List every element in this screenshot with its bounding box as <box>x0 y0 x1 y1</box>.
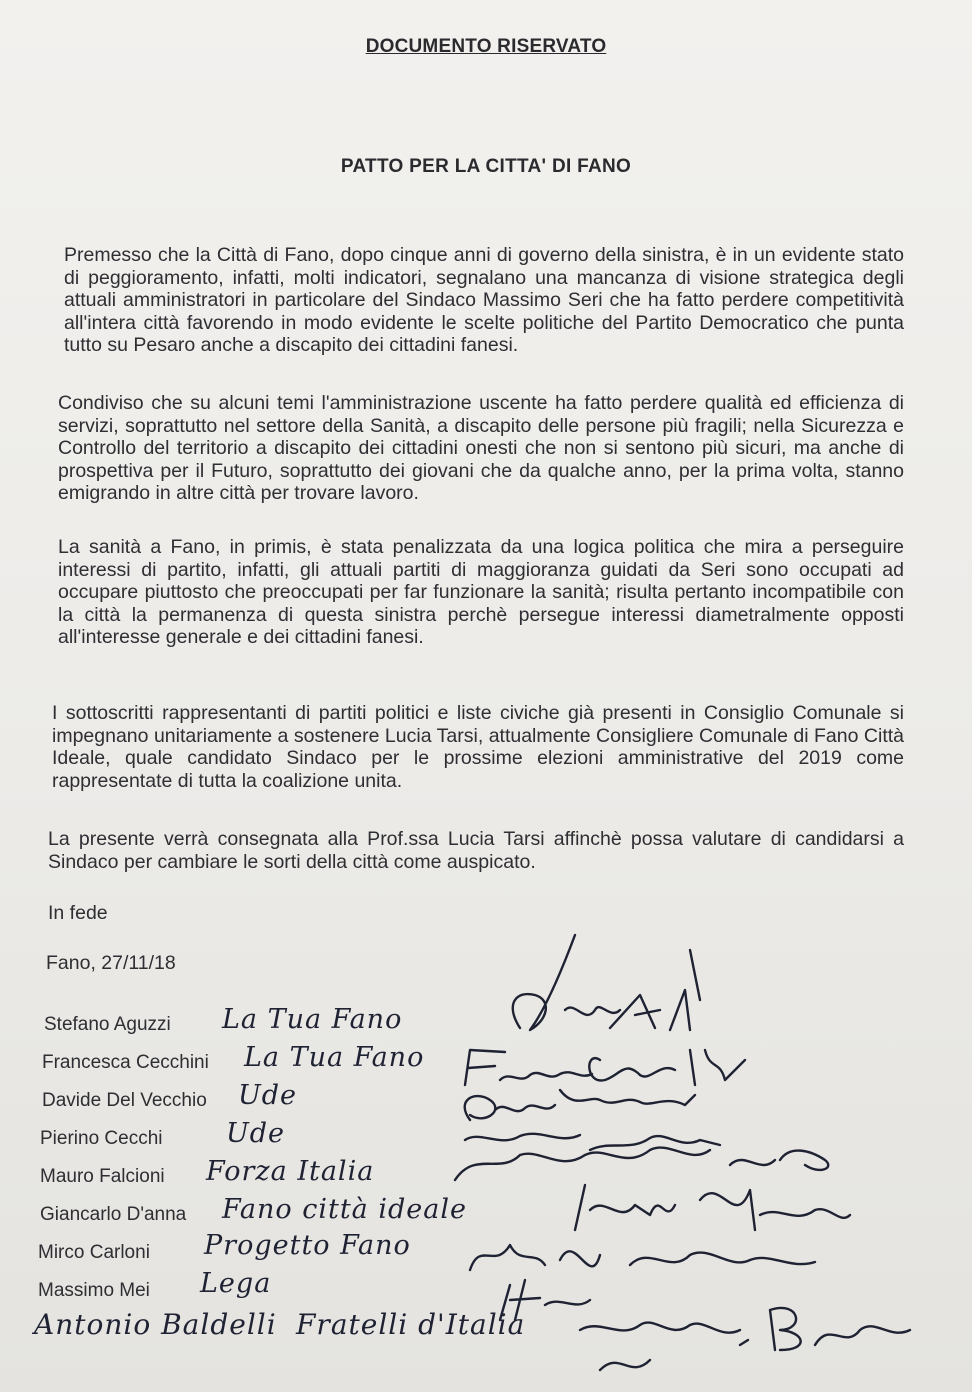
signature-cecchini <box>465 1050 745 1085</box>
signature-aguzzi <box>513 935 700 1030</box>
signatory-party-handwritten: Ude <box>226 1118 286 1149</box>
signature-carloni <box>470 1245 815 1270</box>
signatory-party-handwritten: Fano città ideale <box>222 1194 467 1225</box>
signature-cecchi <box>465 1134 720 1150</box>
signatory-name: Mauro Falcioni <box>40 1166 165 1187</box>
signatory-name: Davide Del Vecchio <box>42 1090 207 1111</box>
signatory-party-handwritten: Lega <box>200 1268 272 1299</box>
place-date: Fano, 27/11/18 <box>46 952 176 974</box>
signatory-party-handwritten: La Tua Fano <box>244 1042 425 1073</box>
paragraph-premise: Premesso che la Città di Fano, dopo cinque anni di governo della sinistra, è in un evidente stato di peggioramento, infatti, molti indicatori, segnalano una mancanza di visione strategica degli attuali amministratori in particolare del Sindaco Massimo Seri che ha fatto perdere competitività all'intera città favorendo in modo evidente le scelte politiche del Partito Democratico che punta tutto su Pesaro anche a discapito dei cittadini fanesi. <box>64 244 904 357</box>
signatory-name: Stefano Aguzzi <box>44 1014 171 1035</box>
signature-mei <box>500 1280 590 1320</box>
signatory-party-handwritten: Forza Italia <box>206 1156 375 1187</box>
signature-baldelli <box>580 1308 910 1370</box>
signatory-party-handwritten: La Tua Fano <box>222 1004 403 1035</box>
signatory-name: Massimo Mei <box>38 1280 150 1301</box>
closing-text: In fede <box>48 902 108 924</box>
paragraph-health: La sanità a Fano, in primis, è stata penalizzata da una logica politica che mira a perseguire interessi di partito, infatti, gli attuali partiti di maggioranza guidati da Seri sono occupati ad occupare piuttosto che preoccupati per far funzionare la sanità; risulta pertanto incompatibile con la città la permanenza di questa sinistra perchè persegue interessi diametralmente opposti all'interesse generale e dei cittadini fanesi. <box>58 536 904 649</box>
paragraph-delivery: La presente verrà consegnata alla Prof.ssa Lucia Tarsi affinchè possa valutare di candidarsi a Sindaco per cambiare le sorti della città come auspicato. <box>48 828 904 873</box>
signatory-name: Pierino Cecchi <box>40 1128 163 1149</box>
signatory-name: Mirco Carloni <box>38 1242 150 1263</box>
document-title: PATTO PER LA CITTA' DI FANO <box>340 156 632 177</box>
signatory-name: Francesca Cecchini <box>42 1052 209 1073</box>
signatory-name: Giancarlo D'anna <box>40 1204 187 1225</box>
signature-delvecchio <box>465 1090 695 1120</box>
handwritten-signatory-name: Antonio Baldelli <box>34 1308 277 1341</box>
paragraph-shared: Condiviso che su alcuni temi l'amministrazione uscente ha fatto perdere qualità ed efficienza di servizi, soprattutto nel settore della Sanità, a discapito delle persone più fragili; nella Sicurezza e Controllo del territorio a discapito dei cittadini onesti che non si sentono più sicuri, ma anche di prospettiva per il Futuro, soprattutto dei giovani che da qualche anno, per la prima volta, stanno emigrando in altre città per trovare lavoro. <box>58 392 904 505</box>
signature-danna <box>575 1185 850 1230</box>
signatory-party-handwritten: Progetto Fano <box>204 1230 411 1261</box>
signatory-party-handwritten: Ude <box>238 1080 298 1111</box>
document-classification: DOCUMENTO RISERVATO <box>365 36 607 57</box>
handwritten-signatory-party: Fratelli d'Italia <box>296 1308 526 1341</box>
paragraph-commitment: I sottoscritti rappresentanti di partiti politici e liste civiche già presenti in Consiglio Comunale si impegnano unitariamente a sostenere Lucia Tarsi, attualmente Consigliere Comunale di Fano Città Ideale, quale candidato Sindaco per le prossime elezioni amministrative del 2019 come rappresentate di tutta la coalizione unita. <box>52 702 904 792</box>
signature-falcioni <box>455 1148 828 1180</box>
